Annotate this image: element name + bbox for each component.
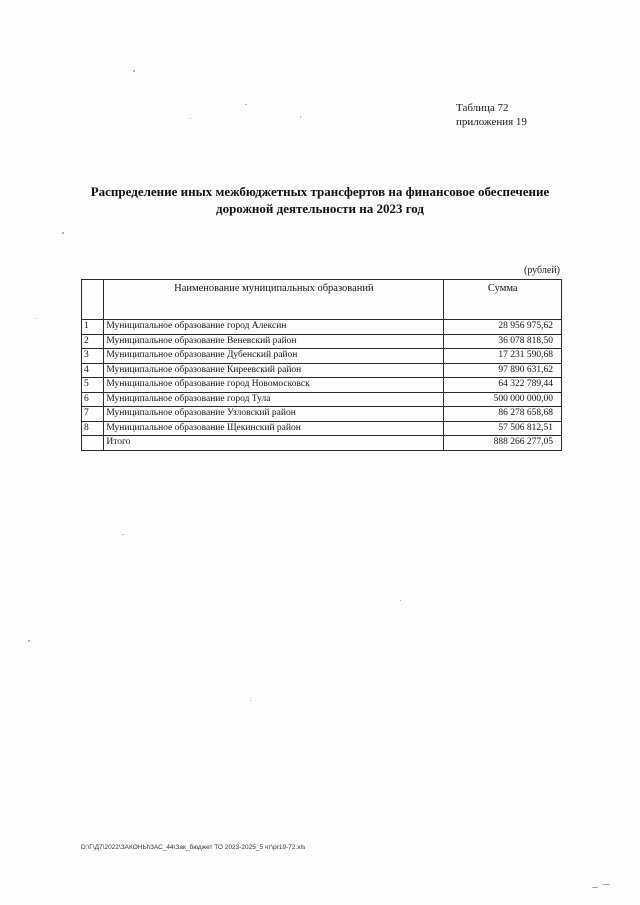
document-title: [80, 183, 560, 217]
row-num: 3: [82, 349, 104, 364]
header-name: Наименование муниципальных образований: [104, 280, 444, 320]
row-name: Муниципальное образование город Новомосковск: [104, 378, 444, 393]
row-sum: 17 231 590,68: [444, 349, 562, 364]
row-name: Муниципальное образование город Алексин: [104, 320, 444, 335]
scan-speck: [592, 887, 598, 888]
appendix-number: приложения 19: [456, 116, 527, 128]
table-reference: [456, 101, 527, 129]
row-num: 8: [82, 421, 104, 436]
table-row: [82, 334, 562, 349]
total-num: [82, 436, 104, 451]
total-label: Итого: [104, 436, 444, 451]
total-row: [82, 436, 562, 451]
row-sum: 86 278 658,68: [444, 407, 562, 422]
header-sum: Сумма: [444, 280, 562, 320]
scan-speck: [62, 232, 64, 234]
row-sum: 36 078 818,50: [444, 334, 562, 349]
table-row: [82, 421, 562, 436]
row-name: Муниципальное образование Узловский район: [104, 407, 444, 422]
scan-speck: [190, 118, 191, 119]
scan-speck: [300, 116, 301, 118]
total-sum: 888 266 277,05: [444, 436, 562, 451]
table-row: [82, 349, 562, 364]
row-name: Муниципальное образование город Тула: [104, 392, 444, 407]
transfers-table: [81, 279, 562, 451]
row-sum: 57 506 812,51: [444, 421, 562, 436]
table-row: [82, 320, 562, 335]
table-number: Таблица 72: [456, 102, 509, 114]
row-num: 5: [82, 378, 104, 393]
scan-speck: [122, 534, 124, 535]
row-sum: 500 000 000,00: [444, 392, 562, 407]
row-name: Муниципальное образование Киреевский район: [104, 363, 444, 378]
row-sum: 64 322 789,44: [444, 378, 562, 393]
header-num: [82, 280, 104, 320]
scan-speck: [245, 104, 247, 105]
units-label: (рублей): [523, 265, 560, 276]
title-line-2: дорожной деятельности на 2023 год: [216, 201, 424, 216]
file-path-footer: D:\Г\Д7\2022\ЗАКОНЫ\ЗАС_44\Зак_бюджет ТО 2023-2025_5 чт\pr19-72.xls: [81, 844, 306, 851]
table-row: [82, 378, 562, 393]
row-num: 2: [82, 334, 104, 349]
row-sum: 28 956 975,62: [444, 320, 562, 335]
scan-speck: [250, 700, 251, 701]
row-num: 7: [82, 407, 104, 422]
table-row: [82, 407, 562, 422]
row-num: 6: [82, 392, 104, 407]
table-row: [82, 363, 562, 378]
table-header-row: [82, 280, 562, 320]
row-num: 4: [82, 363, 104, 378]
row-name: Муниципальное образование Дубенский район: [104, 349, 444, 364]
row-sum: 97 890 631,62: [444, 363, 562, 378]
row-num: 1: [82, 320, 104, 335]
scan-speck: [36, 318, 37, 319]
scan-speck: [133, 70, 135, 72]
row-name: Муниципальное образование Щекинский район: [104, 421, 444, 436]
row-name: Муниципальное образование Веневский район: [104, 334, 444, 349]
scan-speck: [400, 600, 401, 601]
title-line-1: Распределение иных межбюджетных трансфертов на финансовое обеспечение: [90, 184, 550, 199]
scan-speck: [602, 884, 610, 885]
table-row: [82, 392, 562, 407]
scan-speck: [28, 640, 30, 642]
